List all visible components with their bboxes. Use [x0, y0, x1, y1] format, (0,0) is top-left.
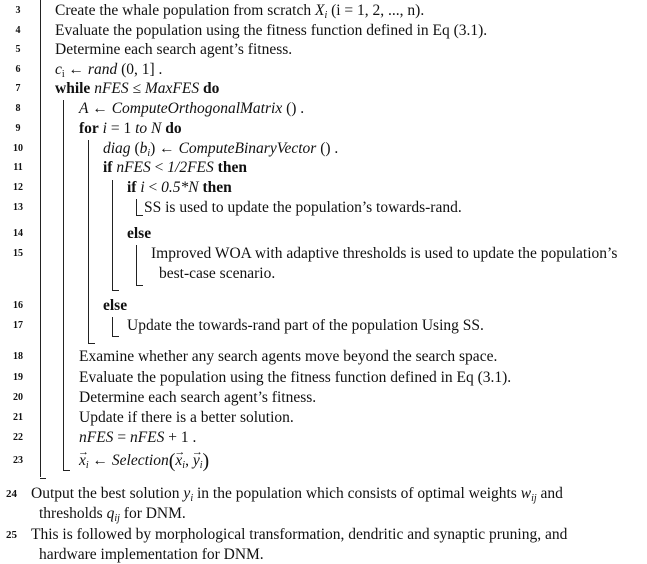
text: (	[130, 140, 140, 157]
algorithm-line-9	[79, 120, 182, 138]
math-fn: ComputeBinaryVector	[178, 140, 317, 157]
paren-close: )	[202, 450, 210, 472]
algorithm-line-6	[55, 61, 162, 79]
math-fn: diag	[103, 140, 131, 157]
math-var: A	[79, 100, 89, 117]
math-var: b	[139, 140, 148, 157]
math-var: nFES	[112, 159, 151, 176]
if-nfes-block-bar	[112, 180, 119, 291]
math-var: y	[183, 485, 191, 502]
algorithm-line-4: Evaluate the population using the fitness function defined in Eq (3.1).	[55, 22, 488, 39]
keyword: then	[198, 179, 232, 196]
line-number: 11	[13, 162, 23, 173]
line-number: 25	[6, 529, 17, 541]
algorithm-line-20: Determine each search agent’s fitness.	[79, 389, 317, 406]
algorithm-line-12	[127, 179, 232, 197]
line-number: 23	[13, 455, 23, 466]
line-number: 6	[15, 64, 21, 75]
text: Output the best solution	[31, 485, 184, 502]
while-block-bar	[63, 100, 70, 471]
line-number: 22	[13, 432, 23, 443]
algorithm-line-21: Update if there is a better solution.	[79, 409, 294, 426]
text: () .	[282, 100, 305, 117]
math-expr: nFES ≤ MaxFES	[90, 80, 203, 97]
line-number: 19	[13, 372, 23, 383]
algorithm-line-17: Update the towards-rand part of the population Using SS.	[127, 317, 484, 334]
text: <	[144, 179, 162, 196]
line-number: 12	[13, 182, 23, 193]
math-var: nFES	[129, 429, 165, 446]
algorithm-line-11	[103, 159, 247, 177]
line-number: 24	[6, 488, 17, 500]
math-expr: 1/2FES	[167, 159, 214, 176]
line-number: 18	[13, 351, 23, 362]
text: and	[536, 485, 563, 502]
algorithm-line-23	[79, 452, 209, 470]
algorithm-line-16: else	[103, 297, 128, 314]
math-var: i	[98, 120, 107, 137]
comma: ,	[185, 452, 193, 469]
algorithm-line-15: Improved WOA with adaptive thresholds is used to update the population’s	[151, 245, 618, 262]
else-inner-block-bar	[136, 245, 143, 286]
text: (0, 1] .	[117, 61, 163, 78]
algorithm-line-5: Determine each search agent’s fitness.	[55, 41, 293, 58]
text: + 1 .	[164, 429, 197, 446]
line-number: 13	[13, 202, 23, 213]
math-var: i	[136, 179, 145, 196]
keyword: then	[213, 159, 247, 176]
line-number: 7	[15, 83, 21, 94]
arrow: ←	[64, 61, 88, 78]
text: thresholds	[39, 505, 107, 522]
text: (i = 1, 2, ..., n).	[327, 2, 425, 19]
subscript: i	[199, 460, 203, 471]
outer-block-end	[40, 470, 46, 479]
if-i-block-bar	[136, 199, 143, 216]
line-number: 8	[15, 103, 21, 114]
line-number: 3	[15, 5, 21, 16]
math-var: nFES	[79, 429, 114, 446]
text: <	[150, 159, 168, 176]
for-block-bar	[88, 140, 95, 344]
line-number: 16	[13, 300, 23, 311]
subscript: i	[147, 148, 151, 159]
vector-y: → y	[193, 452, 200, 470]
vector-x: → x	[79, 452, 86, 470]
algorithm-line-24	[31, 485, 563, 503]
algorithm-line-18: Examine whether any search agents move beyond the search space.	[79, 348, 498, 365]
subscript: i	[182, 460, 186, 471]
keyword: do	[161, 120, 182, 137]
subscript: i	[190, 493, 194, 504]
subscript: ij	[114, 513, 120, 524]
subscript: ij	[531, 493, 537, 504]
line-number: 17	[13, 320, 23, 331]
math-fn: ComputeOrthogonalMatrix	[111, 100, 283, 117]
line-number: 15	[13, 248, 23, 259]
subscript: i	[324, 10, 328, 21]
algorithm-line-24-cont	[39, 505, 186, 523]
math-var: X	[314, 2, 325, 19]
algorithm-line-25-cont: hardware implementation for DNM.	[39, 546, 264, 563]
math-var: q	[106, 505, 115, 522]
math-expr: 0.5*N	[161, 179, 199, 196]
arrow: ←	[88, 452, 112, 469]
algorithm-line-25: This is followed by morphological transformation, dendritic and synaptic pruning, and	[31, 526, 568, 543]
algorithm-line-19: Evaluate the population using the fitness function defined in Eq (3.1).	[79, 369, 512, 386]
vector-x: → x	[175, 452, 182, 470]
line-number: 5	[15, 44, 21, 55]
line-number: 21	[13, 412, 23, 423]
text: Create the whale population from scratch	[55, 2, 315, 19]
subscript: i	[85, 460, 89, 471]
line-number: 14	[13, 228, 23, 239]
subscript: i	[61, 69, 65, 80]
line-number: 4	[15, 25, 21, 36]
algorithm-line-7	[55, 80, 219, 98]
text: =	[113, 429, 130, 446]
algorithm-line-3	[55, 2, 424, 20]
else-outer-block-bar	[112, 317, 119, 337]
keyword: for	[79, 120, 99, 137]
line-number: 9	[15, 123, 21, 134]
text: for DNM.	[119, 505, 186, 522]
arrow: ←	[88, 100, 112, 117]
math-expr: to N	[135, 120, 162, 137]
text: in the population which consists of optimal weights	[193, 485, 521, 502]
line-number: 10	[13, 143, 23, 154]
math-fn: rand	[87, 61, 118, 78]
algorithm-line-8	[79, 100, 304, 118]
algorithm-line-14: else	[127, 225, 152, 242]
math-fn: Selection	[111, 452, 169, 469]
text: ) ←	[150, 140, 179, 157]
algorithm-line-15-cont: best-case scenario.	[159, 265, 276, 282]
math-var: w	[520, 485, 532, 502]
keyword: if	[127, 179, 137, 196]
algorithm-line-13: SS is used to update the population’s towards-rand.	[144, 199, 462, 216]
algorithm-line-10	[103, 140, 338, 158]
keyword: do	[202, 80, 220, 97]
text: = 1	[106, 120, 136, 137]
keyword: while	[55, 80, 91, 97]
outer-block-bar	[40, 0, 41, 477]
math-var: c	[55, 61, 62, 78]
text: () .	[316, 140, 339, 157]
keyword: if	[103, 159, 113, 176]
paren-open: (	[168, 450, 176, 472]
line-number: 20	[13, 392, 23, 403]
